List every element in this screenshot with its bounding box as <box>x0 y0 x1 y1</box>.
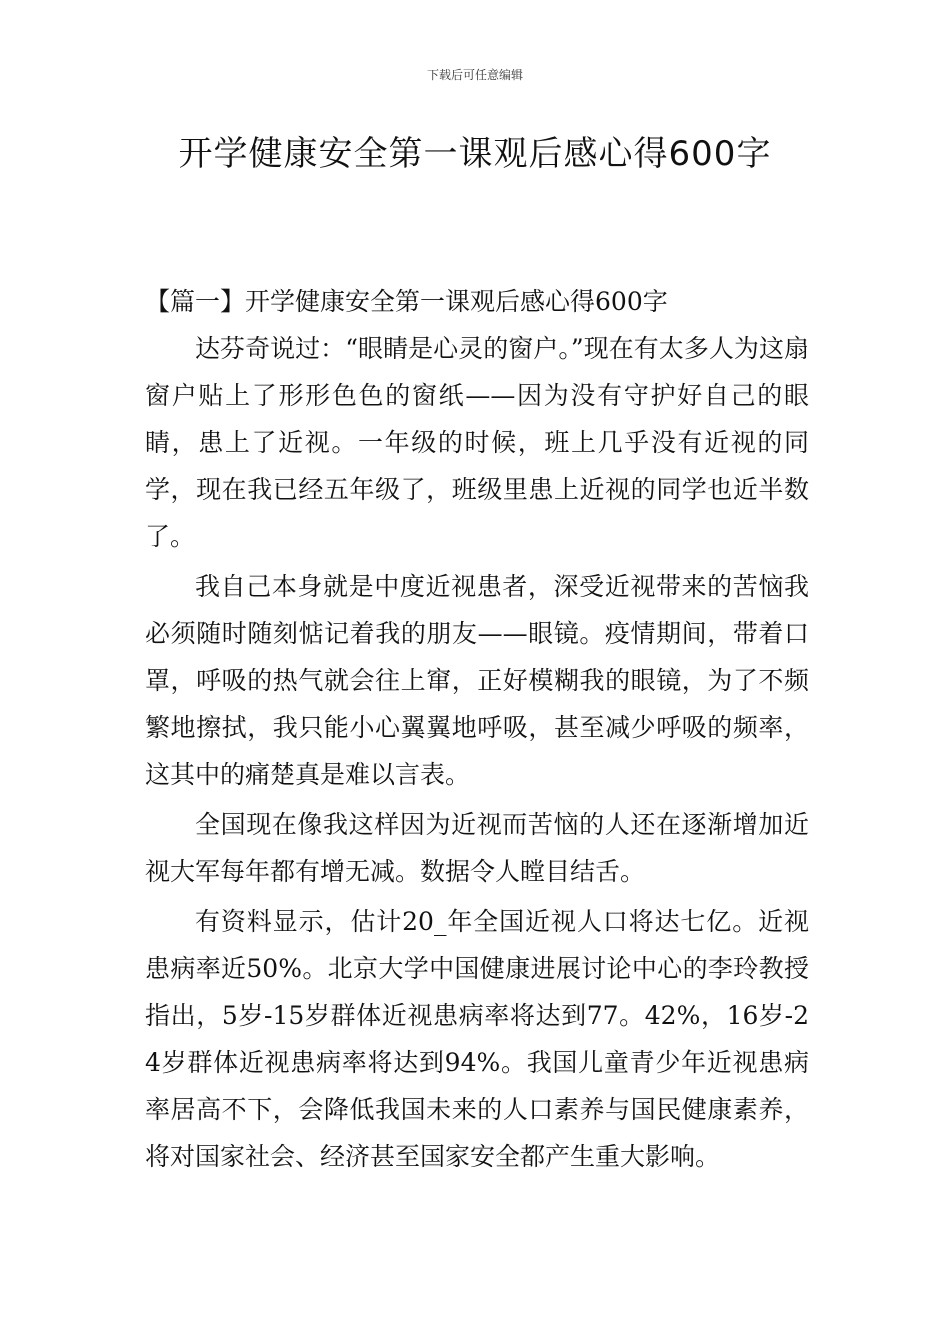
paragraph: 我自己本身就是中度近视患者，深受近视带来的苦恼我必须随时随刻惦记着我的朋友——眼镜。疫情期间，带着口罩，呼吸的热气就会往上窜，正好模糊我的眼镜，为了不频繁地擦拭，我只能小心翼翼地呼吸，甚至减少呼吸的频率，这其中的痛楚真是难以言表。 <box>145 572 809 789</box>
document-body <box>145 278 809 1183</box>
paragraph: 有资料显示，估计20_年全国近视人口将达七亿。近视患病率近50%。北京大学中国健康进展讨论中心的李玲教授指出，5岁-15岁群体近视患病率将达到77。42%，16岁-24岁群体近视患病率将达到94%。我国儿童青少年近视患病率居高不下，会降低我国未来的人口素养与国民健康素养，将对国家社会、经济甚至国家安全都产生重大影响。 <box>145 907 809 1171</box>
paragraph: 全国现在像我这样因为近视而苦恼的人还在逐渐增加近视大军每年都有增无减。数据令人瞠目结舌。 <box>145 810 809 886</box>
section-heading: 【篇一】开学健康安全第一课观后感心得600字 <box>145 287 668 316</box>
paragraph: 达芬奇说过：“眼睛是心灵的窗户。”现在有太多人为这扇窗户贴上了形形色色的窗纸——因为没有守护好自己的眼睛，患上了近视。一年级的时候，班上几乎没有近视的同学，现在我已经五年级了，班级里患上近视的同学也近半数了。 <box>145 334 809 551</box>
header-note: 下载后可任意编辑 <box>426 68 523 82</box>
document-title: 开学健康安全第一课观后感心得600字 <box>178 134 772 174</box>
